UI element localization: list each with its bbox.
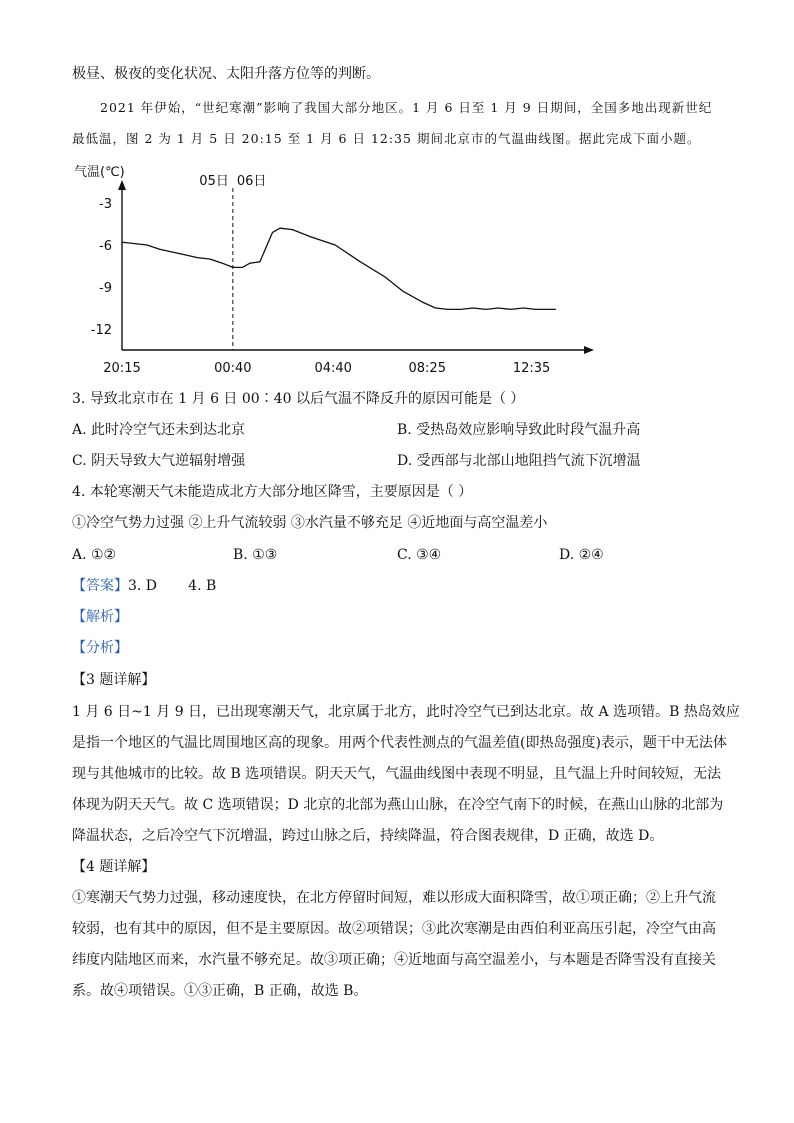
temperature-chart xyxy=(66,162,606,377)
y-axis-label: 气温(℃) xyxy=(74,165,125,180)
q4-statements: ①冷空气势力过强 ②上升气流较弱 ③水汽量不够充足 ④近地面与高空温差小 xyxy=(72,515,548,531)
y-tick-label: -6 xyxy=(99,239,112,254)
q3-detail-line-4: 体现为阴天天气。故 C 选项错误；D 北京的北部为燕山山脉，在冷空气南下的时候，在燕山山脉的北部为 xyxy=(72,797,724,813)
y-tick-label: -3 xyxy=(99,197,112,212)
intro-line-2: 2021 年伊始，“世纪寒潮”影响了我国大部分地区。1 月 6 日至 1 月 9 日期间，全国多地出现新世纪 xyxy=(100,100,713,115)
intro-line-3: 最低温，图 2 为 1 月 5 日 20:15 至 1 月 6 日 12:35 期间北京市的气温曲线图。据此完成下面小题。 xyxy=(72,131,701,146)
temperature-line xyxy=(122,228,556,309)
q3-option-a: A. 此时冷空气还未到达北京 xyxy=(72,422,246,438)
x-tick-label: 20:15 xyxy=(103,361,141,376)
y-tick-label: -9 xyxy=(99,281,112,296)
x-tick-label: 12:35 xyxy=(512,361,551,376)
q4-option-c: C. ③④ xyxy=(397,547,442,563)
q3-stem: 3. 导致北京市在 1 月 6 日 00∶40 以后气温不降反升的原因可能是（ ） xyxy=(72,391,525,407)
day-label-05: 05日 xyxy=(199,174,229,189)
day-label-06: 06日 xyxy=(236,174,267,189)
x-tick-label: 08:25 xyxy=(408,361,446,376)
q3-detail-line-2: 是指一个地区的气温比周围地区高的现象。用两个代表性测点的气温差值(即热岛强度)表示，题干中无法体 xyxy=(72,735,727,751)
answer-row xyxy=(72,576,216,596)
fenxi-label: 【分析】 xyxy=(72,640,128,656)
q3-detail-line-1: 1 月 6 日~1 月 9 日，已出现寒潮天气，北京属于北方，此时冷空气已到达北京。故 A 选项错。B 热岛效应 xyxy=(72,704,740,720)
answer-text: 3. D 4. B xyxy=(128,578,217,594)
x-tick-label: 04:40 xyxy=(314,361,352,376)
q3-option-b: B. 受热岛效应影响导致此时段气温升高 xyxy=(397,422,641,438)
q3-detail-line-3: 现与其他城市的比较。故 B 选项错误。阴天天气，气温曲线图中表现不明显，且气温上升时间较短，无法 xyxy=(72,766,722,782)
answer-label: 【答案】 xyxy=(72,578,128,594)
q3-detail-line-5: 降温状态，之后冷空气下沉增温，跨过山脉之后，持续降温，符合图表规律，D 正确，故选 D。 xyxy=(72,828,664,844)
y-ticks xyxy=(91,197,112,338)
x-ticks xyxy=(103,361,550,376)
x-axis-arrow xyxy=(584,346,594,354)
q4-detail-line-3: 纬度内陆地区而来，水汽量不够充足。故③项正确；④近地面与高空温差小，与本题是否降雪没有直接关 xyxy=(72,952,716,968)
q4-detail-label: 【4 题详解】 xyxy=(72,859,156,875)
q3-option-c: C. 阴天导致大气逆辐射增强 xyxy=(72,453,246,469)
q4-stem: 4. 本轮寒潮天气未能造成北方大部分地区降雪，主要原因是（ ） xyxy=(72,484,473,500)
q4-detail-line-2: 较弱，也有其中的原因，但不是主要原因。故②项错误；③此次寒潮是由西伯利亚高压引起，冷空气由高 xyxy=(72,921,716,937)
q4-detail-line-4: 系。故④项错误。①③正确，B 正确，故选 B。 xyxy=(72,983,368,999)
q4-detail-line-1: ①寒潮天气势力过强，移动速度快，在北方停留时间短，难以形成大面积降雪，故①项正确；②上升气流 xyxy=(72,890,716,906)
q4-option-d: D. ②④ xyxy=(559,547,604,563)
intro-line-1: 极昼、极夜的变化状况、太阳升落方位等的判断。 xyxy=(72,66,380,82)
chart-axes xyxy=(118,180,594,354)
x-tick-label: 00:40 xyxy=(214,361,252,376)
y-axis-arrow xyxy=(118,180,126,190)
q4-option-a: A. ①② xyxy=(72,547,117,563)
analysis-label: 【解析】 xyxy=(72,609,128,625)
y-tick-label: -12 xyxy=(90,323,112,338)
q3-detail-label: 【3 题详解】 xyxy=(72,672,156,688)
series-line xyxy=(122,228,556,309)
q4-option-b: B. ①③ xyxy=(233,547,278,563)
q3-option-d: D. 受西部与北部山地阻挡气流下沉增温 xyxy=(397,453,641,469)
